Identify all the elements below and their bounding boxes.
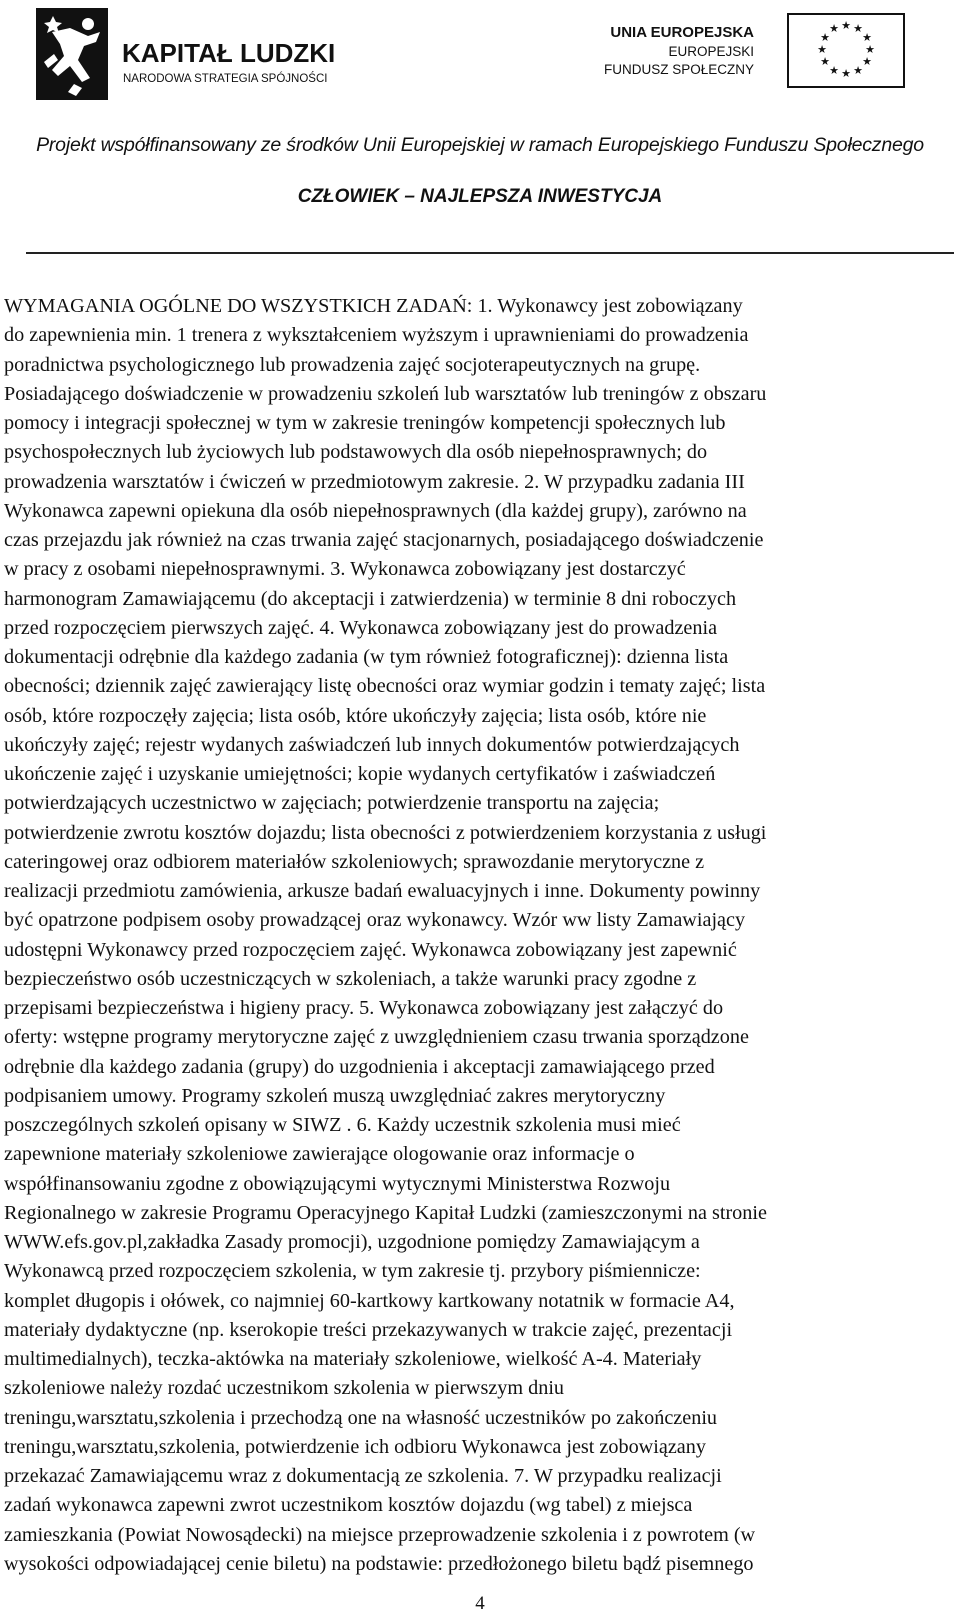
svg-text:★: ★ [865, 43, 875, 56]
body-line: potwierdzających uczestnictwo w zajęciach; potwierdzenie transportu na zajęcia; [4, 792, 660, 815]
body-line: Wykonawca zapewni opiekuna dla osób niepełnosprawnych (dla każdej grupy), zarówno na [4, 499, 747, 522]
body-line: szkoleniowe należy rozdać uczestnikom szkolenia w pierwszym dniu [4, 1377, 565, 1400]
page-number: 4 [475, 1593, 485, 1614]
efs-label-line2: FUNDUSZ SPOŁECZNY [603, 62, 754, 77]
body-line: realizacji przedmiotu zamówienia, arkusze badań ewaluacyjnych i inne. Dokumenty powinny [4, 880, 761, 902]
body-line: osób, które rozpoczęły zajęcia; lista osób, które ukończyły zajęcia; lista osób, które nie [4, 704, 707, 727]
body-line: prowadzenia warsztatów i ćwiczeń w przedmiotowym zakresie. 2. W przypadku zadania III [4, 470, 745, 493]
body-line: WYMAGANIA OGÓLNE DO WSZYSTKICH ZADAŃ: 1. Wykonawcy jest zobowiązany [4, 295, 743, 317]
svg-text:★: ★ [829, 64, 839, 77]
body-line: komplet długopis i ołówek, co najmniej 60-kartkowy kartkowany notatnik w formacie A4, [4, 1289, 735, 1312]
svg-text:★: ★ [817, 43, 827, 56]
body-line: być opatrzone podpisem osoby prowadzącej oraz wykonawcy. Wzór ww listy Zamawiający [4, 909, 746, 932]
body-line: ukończenie zajęć i uzyskanie umiejętności; kopie wydanych certyfikatów i zaświadczeń [4, 763, 716, 785]
body-line: zadań wykonawca zapewni zwrot uczestnikom kosztów dojazdu (wg tabel) z miejsca [4, 1494, 693, 1517]
body-line: cateringowej oraz odbiorem materiałów szkoleniowych; sprawozdanie merytoryczne z [4, 850, 705, 873]
body-line: ukończyły zajęć; rejestr wydanych zaświadczeń lub innych dokumentów potwierdzających [4, 733, 740, 756]
body-line: obecności; dziennik zajęć zawierający listę obecności oraz wymiar godzin i tematy zajęć; lista [4, 675, 766, 698]
svg-text:★: ★ [841, 19, 851, 32]
eu-efs-logo [603, 12, 912, 90]
body-line: WWW.efs.gov.pl,zakładka Zasady promocji), uzgodnione pomiędzy Zamawiającym a [4, 1231, 700, 1253]
body-line: poradnictwa psychologicznego lub prowadzenia zajęć socjoterapeutycznych na grupę. [4, 353, 701, 376]
body-line: oferty: wstępne programy merytoryczne zajęć z uwzględnieniem czasu trwania sporządzone [4, 1026, 749, 1049]
svg-text:★: ★ [841, 67, 851, 80]
body-line: multimedialnych), teczka-aktówka na materiały szkoleniowe, wielkość A-4. Materiały [4, 1348, 702, 1370]
body-line: pomocy i integracji społecznej w tym w zakresie treningów kompetencji społecznych lub [4, 412, 726, 434]
project-cofinancing-line: Projekt współfinansowany ze środków Unii Europejskiej w ramach Europejskiego Funduszu Społecznego [36, 134, 924, 156]
body-line: potwierdzenie zwrotu kosztów dojazdu; lista obecności z potwierdzeniem korzystania z usługi [4, 821, 767, 844]
body-line: udostępni Wykonawcy przed rozpoczęciem zajęć. Wykonawca zobowiązany jest zapewnić [4, 938, 737, 961]
body-line: Wykonawcą przed rozpoczęciem szkolenia, w tym zakresie tj. przybory piśmiennicze: [4, 1260, 701, 1283]
body-line: czas przejazdu jak również na czas trwania zajęć stacjonarnych, posiadającego doświadczenie [4, 529, 764, 551]
body-line: podpisaniem umowy. Programy szkoleń muszą uwzględniać zakres merytoryczny [4, 1084, 666, 1107]
logo-title: KAPITAŁ LUDZKI [122, 38, 336, 68]
svg-text:★: ★ [862, 55, 872, 68]
body-line: współfinansowaniu zgodne z obowiązującymi wytycznymi Ministerstwa Rozwoju [4, 1172, 671, 1195]
body-line: zamieszkania (Powiat Nowosądecki) na miejsce przeprowadzenie szkolenia i z powrotem (w [4, 1523, 756, 1546]
logo-subtitle: NARODOWA STRATEGIA SPÓJNOŚCI [123, 73, 328, 85]
motto: CZŁOWIEK – NAJLEPSZA INWESTYCJA [297, 186, 663, 207]
body-line: zapewnione materiały szkoleniowe zawierające ologowanie oraz informacje o [4, 1143, 635, 1166]
svg-text:★: ★ [820, 55, 830, 68]
body-line: treningu,warsztatu,szkolenia i przechodzą one na własność uczestników po zakończeniu [4, 1406, 718, 1429]
body-line: psychospołecznych lub życiowych lub podstawowych dla osób niepełnosprawnych; do [4, 441, 708, 464]
body-line: przekazać Zamawiającemu wraz z dokumentacją ze szkolenia. 7. W przypadku realizacji [4, 1465, 722, 1487]
body-line: wysokości odpowiadającej cenie biletu) na podstawie: przedłożonego biletu bądź pisemnego [4, 1552, 754, 1575]
body-line: dokumentacji odrębnie dla każdego zadania (w tym również fotograficznej): dzienna lista [4, 646, 729, 668]
body-line: odrębnie dla każdego zadania (grupy) do uzgodnienia i akceptacji zamawiającego przed [4, 1055, 715, 1078]
svg-text:★: ★ [853, 64, 863, 77]
svg-text:★: ★ [853, 22, 863, 35]
document-body [4, 292, 959, 1579]
efs-label-line1: EUROPEJSKI [668, 44, 754, 59]
body-line: Posiadającego doświadczenie w prowadzeniu szkoleń lub warsztatów lub treningów z obszaru [4, 382, 767, 405]
kapital-ludzki-emblem-icon [30, 2, 370, 107]
svg-text:★: ★ [862, 31, 872, 44]
eu-label: UNIA EUROPEJSKA [610, 24, 754, 41]
svg-text:★: ★ [820, 31, 830, 44]
body-line: poszczególnych szkoleń opisany w SIWZ . 6. Każdy uczestnik szkolenia musi mieć [4, 1114, 681, 1136]
header-divider [26, 252, 954, 254]
body-line: harmonogram Zamawiającemu (do akceptacji i zatwierdzenia) w terminie 8 dni roboczych [4, 587, 737, 610]
body-line: przed rozpoczęciem pierwszych zajęć. 4. Wykonawca zobowiązany jest do prowadzenia [4, 616, 718, 639]
svg-text:★: ★ [829, 22, 839, 35]
body-line: przepisami bezpieczeństwa i higieny pracy. 5. Wykonawca zobowiązany jest załączyć do [4, 997, 724, 1019]
body-line: bezpieczeństwo osób uczestniczących w szkoleniach, a także warunki pracy zgodne z [4, 967, 697, 990]
body-line: Regionalnego w zakresie Programu Operacyjnego Kapitał Ludzki (zamieszczonymi na stronie [4, 1201, 767, 1224]
eu-flag-icon [788, 14, 904, 87]
kapital-ludzki-logo [30, 2, 370, 107]
body-line: treningu,warsztatu,szkolenia, potwierdzenie ich odbioru Wykonawca jest zobowiązany [4, 1435, 706, 1458]
body-line: do zapewnienia min. 1 trenera z wykształceniem wyższym i uprawnieniami do prowadzenia [4, 324, 749, 347]
body-line: w pracy z osobami niepełnosprawnymi. 3. Wykonawca zobowiązany jest dostarczyć [4, 558, 686, 581]
body-line: materiały dydaktyczne (np. kserokopie treści przekazywanych w trakcie zajęć, prezentacji [4, 1318, 733, 1341]
